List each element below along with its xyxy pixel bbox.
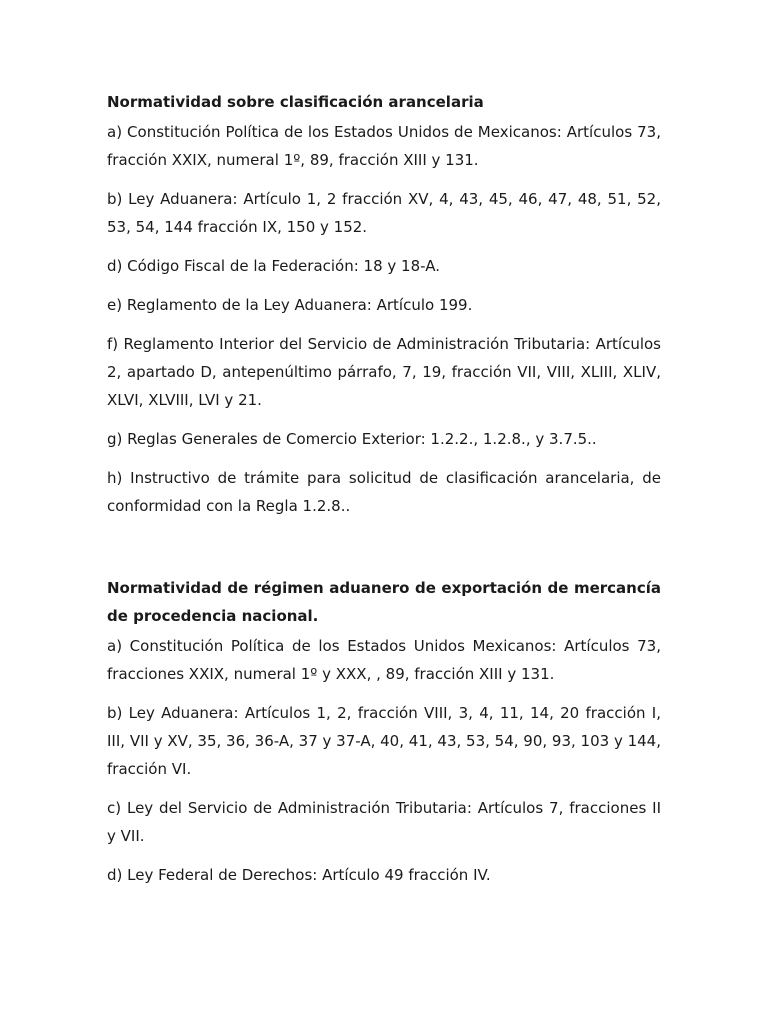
section-title: Normatividad de régimen aduanero de exportación de mercancía de procedencia nacional. bbox=[107, 579, 661, 625]
list-item: a) Constitución Política de los Estados Unidos de Mexicanos: Artículos 73, fracción XXIX, numeral 1º, 89, fracción XIII y 131. bbox=[107, 123, 661, 169]
section-regimen-exportacion bbox=[107, 574, 661, 889]
list-item: d) Código Fiscal de la Federación: 18 y 18-A. bbox=[107, 257, 440, 275]
section-spacer bbox=[107, 531, 661, 574]
list-item: e) Reglamento de la Ley Aduanera: Artículo 199. bbox=[107, 296, 473, 314]
list-item: h) Instructivo de trámite para solicitud de clasificación arancelaria, de conformidad con la Regla 1.2.8.. bbox=[107, 469, 661, 515]
document-page bbox=[107, 88, 661, 900]
list-item: b) Ley Aduanera: Artículo 1, 2 fracción XV, 4, 43, 45, 46, 47, 48, 51, 52, 53, 54, 144 fracción IX, 150 y 152. bbox=[107, 190, 661, 236]
list-item: a) Constitución Política de los Estados Unidos Mexicanos: Artículos 73, fracciones XXIX, numeral 1º y XXX, , 89, fracción XIII y 131. bbox=[107, 637, 661, 683]
list-item: b) Ley Aduanera: Artículos 1, 2, fracción VIII, 3, 4, 11, 14, 20 fracción I, III, VII y XV, 35, 36, 36-A, 37 y 37-A, 40, 41, 43, 53, 54, 90, 93, 103 y 144, fracción VI. bbox=[107, 704, 661, 778]
list-item: d) Ley Federal de Derechos: Artículo 49 fracción IV. bbox=[107, 866, 491, 884]
list-item: g) Reglas Generales de Comercio Exterior: 1.2.2., 1.2.8., y 3.7.5.. bbox=[107, 430, 597, 448]
section-clasificacion-arancelaria bbox=[107, 88, 661, 520]
list-item: c) Ley del Servicio de Administración Tributaria: Artículos 7, fracciones II y VII. bbox=[107, 799, 661, 845]
list-item: f) Reglamento Interior del Servicio de Administración Tributaria: Artículos 2, apartado D, antepenúltimo párrafo, 7, 19, fracción VII, VIII, XLIII, XLIV, XLVI, XLVIII, LVI y 21. bbox=[107, 335, 661, 409]
section-title: Normatividad sobre clasificación arancelaria bbox=[107, 93, 484, 111]
